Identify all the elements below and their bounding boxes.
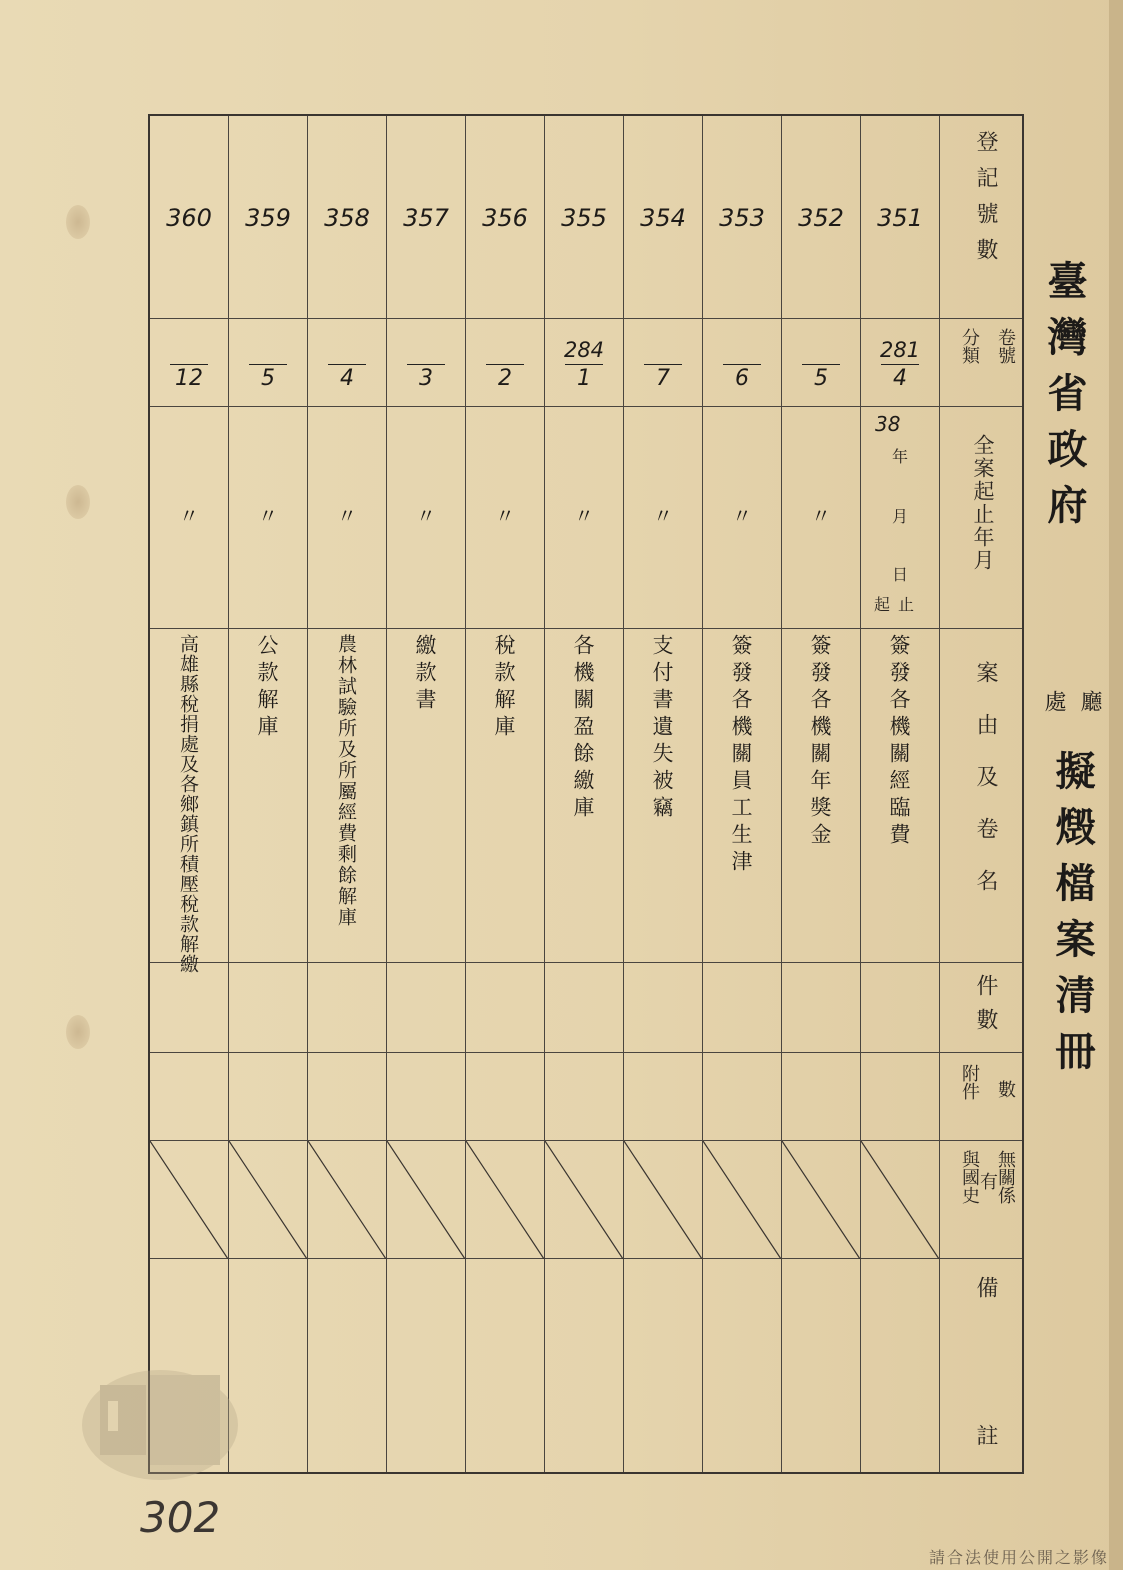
copyright-footer: 請合法使用公開之影像: [928, 1548, 1109, 1567]
header-file-no-bottom: 分類: [959, 328, 980, 364]
punch-hole: [66, 1015, 90, 1049]
subject-text: 高雄縣稅捐處及各鄉鎮所積壓稅款解繳: [177, 634, 199, 974]
ditto-mark: 〃: [258, 504, 278, 528]
class-bottom: 4: [893, 366, 907, 391]
first-date-year-label: 年: [892, 447, 909, 466]
header-reg-no: 登記號數: [973, 130, 998, 274]
first-date-start-end: 起止: [874, 595, 923, 614]
paper-edge: [1109, 0, 1123, 1570]
subject-text: 簽發各機關年獎金: [808, 634, 832, 850]
reg-number: 352: [798, 204, 844, 232]
punch-hole: [66, 485, 90, 519]
header-attach-bottom: 數: [995, 1080, 1016, 1098]
header-file-no-top: 卷號: [995, 328, 1016, 364]
reg-number: 360: [166, 204, 212, 232]
ditto-mark: 〃: [179, 504, 199, 528]
subject-text: 繳款書: [413, 634, 437, 715]
subject-text: 稅款解庫: [492, 634, 516, 742]
reg-number: 358: [324, 204, 370, 232]
header-remarks-bottom: 註: [973, 1424, 998, 1460]
subject-text: 各機關盈餘繳庫: [571, 634, 595, 823]
ditto-mark: 〃: [732, 504, 752, 528]
archive-watermark-logo: [80, 1365, 240, 1485]
header-date-range: 全案起止年月: [971, 434, 995, 572]
header-attach-top: 附件: [959, 1064, 980, 1100]
class-bottom: 2: [498, 366, 512, 391]
table-row: [150, 116, 228, 1140]
reg-number: 355: [561, 204, 607, 232]
document-title: 臺灣省政府: [1041, 260, 1088, 540]
table-row: [624, 116, 702, 1140]
ditto-mark: 〃: [495, 504, 515, 528]
ditto-mark: 〃: [416, 504, 436, 528]
reg-number: 354: [640, 204, 686, 232]
relation-diagonals: [150, 1141, 1026, 1259]
subject-text: 簽發各機關員工生津: [729, 634, 753, 877]
header-relation-c: 與國史: [959, 1150, 980, 1204]
first-date-day-label: 日: [892, 565, 909, 584]
reg-number: 353: [719, 204, 765, 232]
header-remarks-top: 備: [973, 1276, 998, 1312]
ditto-mark: 〃: [811, 504, 831, 528]
table-row: [466, 116, 544, 1140]
class-bottom: 1: [577, 366, 591, 391]
reg-number: 351: [877, 204, 923, 232]
class-bottom: 5: [814, 366, 828, 391]
table-row: [861, 116, 939, 1140]
document-subtitle: 擬燬檔案清冊: [1049, 750, 1096, 1086]
table-row: [308, 116, 386, 1140]
header-subject: 案由及卷名: [973, 661, 998, 921]
dept-label-hall: 廳: [1077, 690, 1102, 712]
subject-text: 簽發各機關經臨費: [887, 634, 911, 850]
class-top: 281: [879, 338, 921, 362]
reg-number: 356: [482, 204, 528, 232]
class-bottom: 5: [261, 366, 275, 391]
page-number: 302: [140, 1493, 221, 1542]
subject-text: 農林試驗所及所屬經費剩餘解庫: [335, 634, 357, 928]
subject-text: 公款解庫: [255, 634, 279, 742]
class-bottom: 4: [340, 366, 354, 391]
reg-number: 359: [245, 204, 291, 232]
class-bottom: 7: [656, 366, 670, 391]
table-row: [229, 116, 307, 1140]
table-row: [545, 116, 623, 1140]
table-row: [782, 116, 860, 1140]
punch-hole: [66, 205, 90, 239]
reg-number: 357: [403, 204, 449, 232]
register-table: [148, 114, 1024, 1474]
table-row: [387, 116, 465, 1140]
first-date-month-label: 月: [892, 507, 909, 526]
ditto-mark: 〃: [337, 504, 357, 528]
class-bottom: 6: [735, 366, 749, 391]
ditto-mark: 〃: [574, 504, 594, 528]
header-count: 件數: [973, 974, 998, 1042]
subject-text: 支付書遺失被竊: [650, 634, 674, 823]
class-bottom: 12: [175, 366, 203, 391]
dept-label-office: 處: [1041, 690, 1066, 712]
table-row: [703, 116, 781, 1140]
first-date-year: 38: [875, 412, 901, 436]
class-top: 284: [563, 338, 605, 362]
header-relation-b: 有: [977, 1172, 998, 1190]
header-relation-a: 無關係: [995, 1150, 1016, 1204]
ditto-mark: 〃: [653, 504, 673, 528]
class-bottom: 3: [419, 366, 433, 391]
